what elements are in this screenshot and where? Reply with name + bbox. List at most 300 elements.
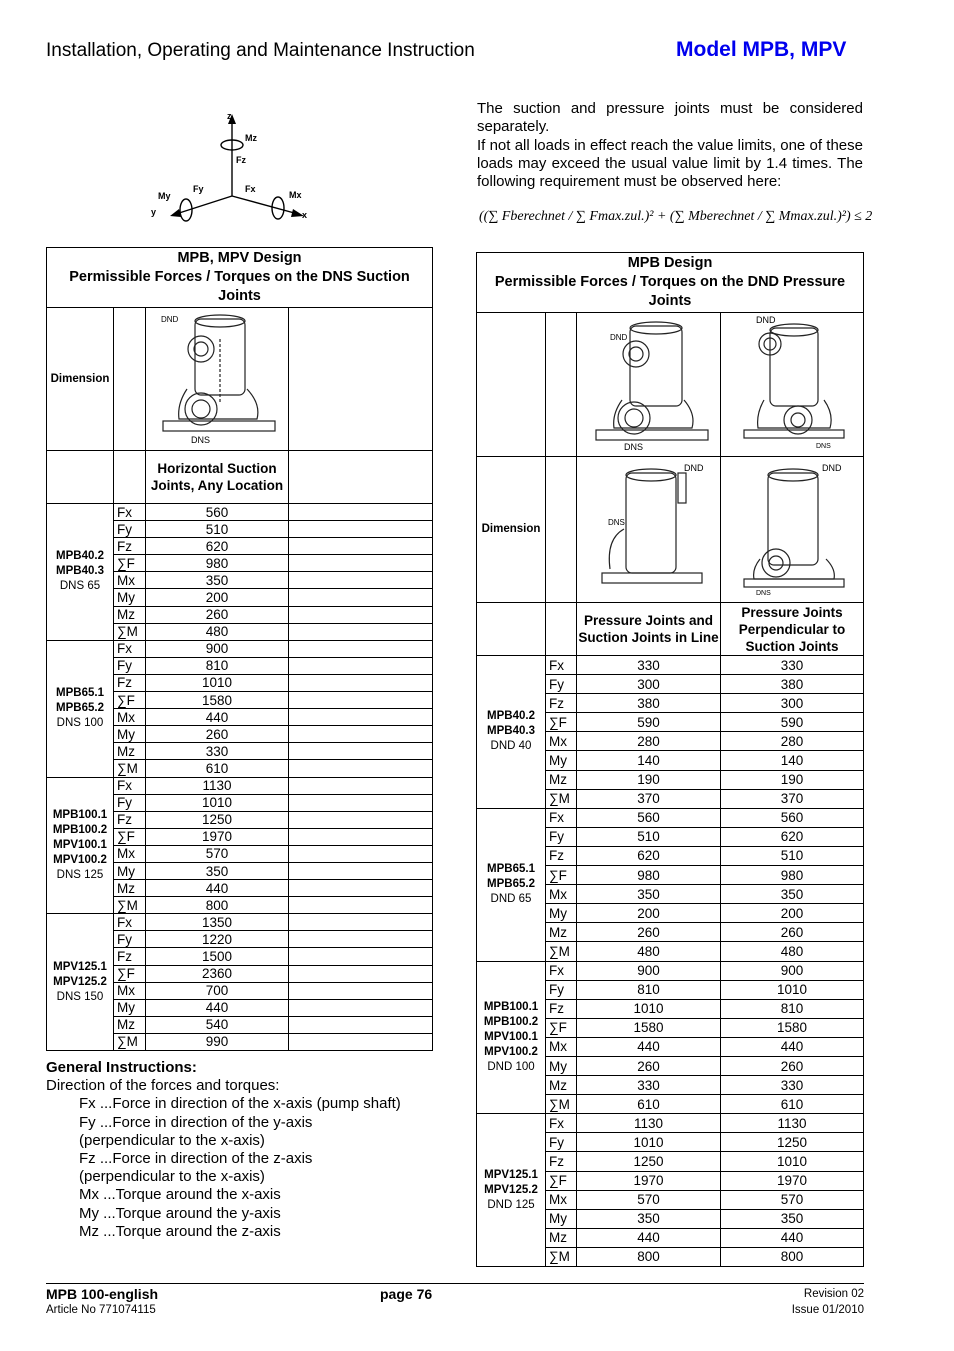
joint-size: DND 65 <box>490 893 532 906</box>
load-value: 200 <box>721 904 864 923</box>
load-label: ∑F <box>114 828 146 845</box>
footer-page: page 76 <box>380 1286 433 1302</box>
empty-cell <box>289 862 433 879</box>
table-row <box>47 504 433 521</box>
axis-label-fx: Fx <box>245 184 256 194</box>
intro-text <box>477 100 863 191</box>
pump-drawing-dns <box>146 308 289 451</box>
pump-drawing-perp-bottom <box>721 457 864 603</box>
load-value: 260 <box>146 726 289 743</box>
load-label: Fx <box>114 640 146 657</box>
pressure-joints-table <box>476 252 864 1267</box>
empty-cell <box>289 794 433 811</box>
general-intro: Direction of the forces and torques: <box>46 1077 280 1095</box>
load-label: Fx <box>114 504 146 521</box>
load-value: 350 <box>146 572 289 589</box>
load-value: 810 <box>577 980 721 999</box>
load-label: Mz <box>546 1228 577 1247</box>
load-label: Fx <box>546 1114 577 1133</box>
load-value: 140 <box>577 751 721 770</box>
load-label: Fy <box>546 1133 577 1152</box>
load-value: 200 <box>146 589 289 606</box>
empty-cell <box>289 692 433 709</box>
intro-paragraph-1: The suction and pressure joints must be considered separately. <box>477 100 863 136</box>
load-label: Mz <box>546 770 577 789</box>
load-label: ∑M <box>114 1033 146 1050</box>
pump-perpendicular-icon <box>730 314 855 452</box>
load-value: 2360 <box>146 965 289 982</box>
load-value: 1010 <box>721 1152 864 1171</box>
load-value: 510 <box>721 846 864 865</box>
load-label: ∑F <box>546 713 577 732</box>
load-value: 350 <box>577 1209 721 1228</box>
load-value: 570 <box>721 1190 864 1209</box>
perp-bottom-dns: DNS <box>755 590 771 597</box>
pump-inline-side-icon <box>586 459 711 597</box>
load-value: 1220 <box>146 931 289 948</box>
load-value: 610 <box>146 760 289 777</box>
pump-group-cell <box>477 656 546 809</box>
pressure-table-title-line1: MPB Design <box>627 255 713 271</box>
axis-label-my: My <box>158 191 171 201</box>
load-value: 1580 <box>146 692 289 709</box>
load-value: 330 <box>721 1076 864 1095</box>
load-value: 1010 <box>146 794 289 811</box>
suction-joints-table <box>46 247 433 1051</box>
load-label: Mz <box>114 1016 146 1033</box>
empty-cell <box>289 948 433 965</box>
load-label: Mz <box>114 880 146 897</box>
pump-model-name: MPB100.1 <box>52 808 108 821</box>
load-value: 1250 <box>721 1133 864 1152</box>
load-label: Fy <box>114 794 146 811</box>
load-label: Mx <box>546 732 577 751</box>
load-value: 560 <box>146 504 289 521</box>
axis-label-y: y <box>151 207 157 217</box>
load-value: 480 <box>146 623 289 640</box>
empty-cell <box>289 606 433 623</box>
load-value: 350 <box>577 885 721 904</box>
axis-label-fy: Fy <box>193 184 204 194</box>
load-value: 900 <box>146 640 289 657</box>
pump-label-dnd: DND <box>161 314 179 324</box>
inline-joints-header: Pressure Joints and Suction Joints in Line <box>577 603 721 656</box>
joint-size: DND 100 <box>487 1060 535 1073</box>
pressure-table-body <box>477 656 864 1267</box>
load-label: Fz <box>114 948 146 965</box>
load-label: ∑M <box>546 789 577 808</box>
empty-cell <box>289 931 433 948</box>
footer-rule <box>46 1283 864 1284</box>
load-label: Mx <box>114 572 146 589</box>
load-value: 260 <box>577 1056 721 1075</box>
load-label: ∑M <box>546 1095 577 1114</box>
horizontal-suction-header: Horizontal Suction Joints, Any Location <box>146 451 289 504</box>
empty-cell <box>289 965 433 982</box>
load-value: 380 <box>577 694 721 713</box>
suction-table-title <box>47 248 433 308</box>
load-value: 540 <box>146 1016 289 1033</box>
load-label: Fz <box>546 999 577 1018</box>
pump-model-name: MPB40.2 <box>487 710 535 723</box>
pump-group-cell <box>47 640 114 777</box>
load-value: 300 <box>577 675 721 694</box>
suction-table-title-line2: Permissible Forces / Torques on the DNS Suction Joints <box>69 269 410 304</box>
pump-drawing-perp-top <box>721 313 864 457</box>
load-value: 380 <box>721 675 864 694</box>
load-value: 990 <box>146 1033 289 1050</box>
pump-model-name: MPV100.2 <box>53 853 107 866</box>
empty-cell <box>289 640 433 657</box>
load-value: 980 <box>146 555 289 572</box>
pump-model-name: MPV125.2 <box>53 975 107 988</box>
dimension-label: Dimension <box>47 308 114 451</box>
load-value: 440 <box>577 1037 721 1056</box>
pump-model-name: MPB40.2 <box>56 550 104 563</box>
load-label: ∑M <box>114 897 146 914</box>
load-label: Mz <box>114 606 146 623</box>
instruction-line: Mz ...Torque around the z-axis <box>79 1222 281 1240</box>
table-row <box>47 640 433 657</box>
load-label: Mz <box>546 923 577 942</box>
axis-label-fz: Fz <box>236 155 246 165</box>
load-value: 800 <box>577 1247 721 1266</box>
load-value: 350 <box>146 862 289 879</box>
load-label: Fz <box>114 538 146 555</box>
joint-size: DNS 150 <box>56 990 104 1003</box>
empty-cell <box>289 726 433 743</box>
empty-cell <box>289 623 433 640</box>
load-value: 570 <box>146 845 289 862</box>
table-row <box>477 808 864 827</box>
load-value: 330 <box>577 1076 721 1095</box>
load-value: 260 <box>721 1056 864 1075</box>
load-value: 810 <box>721 999 864 1018</box>
inline-top-dnd: DND <box>610 333 628 342</box>
empty-cell <box>289 589 433 606</box>
pump-model-name: MPB65.2 <box>487 878 535 891</box>
load-label: Fx <box>546 961 577 980</box>
instruction-line: Fy ...Force in direction of the y-axis <box>79 1113 313 1131</box>
empty-cell <box>289 880 433 897</box>
pump-model-name: MPB100.1 <box>483 1000 539 1013</box>
empty-cell <box>289 914 433 931</box>
load-value: 610 <box>721 1095 864 1114</box>
load-label: Fy <box>114 931 146 948</box>
footer-article: Article No 771074115 <box>46 1304 156 1316</box>
joint-size: DND 40 <box>490 740 532 753</box>
empty-cell <box>289 674 433 691</box>
load-value: 700 <box>146 982 289 999</box>
load-value: 1970 <box>577 1171 721 1190</box>
joint-size: DNS 125 <box>56 868 104 881</box>
load-value: 590 <box>577 713 721 732</box>
load-value: 330 <box>146 743 289 760</box>
pump-model-name: MPB65.1 <box>56 687 104 700</box>
document-title: Installation, Operating and Maintenance Instruction <box>46 40 475 61</box>
load-value: 330 <box>721 656 864 675</box>
load-value: 810 <box>146 657 289 674</box>
table-row <box>477 1114 864 1133</box>
perpendicular-joints-header: Pressure Joints Perpendicular to Suction Joints <box>721 603 864 656</box>
load-label: ∑F <box>546 1171 577 1190</box>
load-label: ∑M <box>114 623 146 640</box>
axis-label-z: z <box>227 111 232 121</box>
load-value: 900 <box>577 961 721 980</box>
load-value: 1350 <box>146 914 289 931</box>
load-label: My <box>114 726 146 743</box>
load-label: Fz <box>114 811 146 828</box>
load-label: Fx <box>546 808 577 827</box>
joint-size: DND 125 <box>487 1198 535 1211</box>
load-label: My <box>546 1209 577 1228</box>
load-label: Fx <box>114 777 146 794</box>
pump-model-name: MPB65.2 <box>56 702 104 715</box>
load-value: 510 <box>577 827 721 846</box>
footer-revision: Revision 02 <box>803 1288 864 1300</box>
load-label: Fy <box>546 980 577 999</box>
pump-group-cell <box>47 914 114 1051</box>
load-value: 1500 <box>146 948 289 965</box>
pump-model-name: MPB100.2 <box>52 823 108 836</box>
load-value: 440 <box>146 709 289 726</box>
pump-model-name: MPB65.1 <box>487 863 535 876</box>
table-row <box>47 777 433 794</box>
empty-cell <box>289 1016 433 1033</box>
load-value: 900 <box>721 961 864 980</box>
load-value: 610 <box>577 1095 721 1114</box>
empty-cell <box>289 657 433 674</box>
empty-cell <box>289 828 433 845</box>
load-value: 370 <box>577 789 721 808</box>
general-heading: General Instructions: <box>46 1059 197 1076</box>
empty-cell <box>289 982 433 999</box>
load-label: Mx <box>546 1037 577 1056</box>
table-row <box>477 656 864 675</box>
pump-group-cell <box>47 504 114 641</box>
load-label: ∑M <box>114 760 146 777</box>
empty-cell <box>289 1033 433 1050</box>
pump-drawing-inline-bottom <box>577 457 721 603</box>
perp-top-dnd: DND <box>755 315 775 325</box>
empty-cell <box>289 845 433 862</box>
load-label: Fy <box>546 675 577 694</box>
axes-diagram <box>148 110 318 222</box>
load-value: 260 <box>721 923 864 942</box>
inline-top-dns: DNS <box>624 442 644 452</box>
empty-cell <box>289 572 433 589</box>
load-value: 440 <box>146 999 289 1016</box>
inline-bottom-dns: DNS <box>608 518 625 527</box>
perp-top-dns: DNS <box>815 443 831 450</box>
pump-model-name: MPB40.3 <box>56 565 104 578</box>
load-value: 190 <box>721 770 864 789</box>
load-label: My <box>546 1056 577 1075</box>
pump-model-name: MPV100.2 <box>484 1045 538 1058</box>
load-value: 190 <box>577 770 721 789</box>
instruction-line: Fx ...Force in direction of the x-axis (pump shaft) <box>79 1095 401 1113</box>
load-value: 370 <box>721 789 864 808</box>
footer-issue: Issue 01/2010 <box>791 1304 864 1316</box>
pump-model-name: MPV125.2 <box>484 1183 538 1196</box>
load-label: Mx <box>114 709 146 726</box>
load-value: 1970 <box>721 1171 864 1190</box>
load-label: My <box>546 751 577 770</box>
load-value: 1580 <box>721 1018 864 1037</box>
suction-table-body <box>47 504 433 1051</box>
joint-size: DNS 65 <box>59 580 101 593</box>
model-title: Model MPB, MPV <box>676 38 847 61</box>
load-value: 1970 <box>146 828 289 845</box>
load-label: Mx <box>114 845 146 862</box>
pump-model-name: MPB100.2 <box>483 1015 539 1028</box>
empty-cell <box>289 504 433 521</box>
load-label: ∑M <box>546 1247 577 1266</box>
load-value: 300 <box>721 694 864 713</box>
pump-label-dns: DNS <box>191 434 211 445</box>
pump-group-cell <box>477 1114 546 1267</box>
load-label: My <box>114 999 146 1016</box>
table-row <box>47 914 433 931</box>
empty-cell <box>289 999 433 1016</box>
instruction-line: Fz ...Force in direction of the z-axis <box>79 1150 313 1168</box>
load-value: 510 <box>146 521 289 538</box>
inline-bottom-dnd: DND <box>684 463 704 473</box>
load-label: Mx <box>114 982 146 999</box>
load-value: 620 <box>577 846 721 865</box>
pressure-dimension-label: Dimension <box>477 457 546 603</box>
load-value: 350 <box>721 1209 864 1228</box>
axis-label-x: x <box>302 210 308 220</box>
load-value: 480 <box>721 942 864 961</box>
load-value: 800 <box>721 1247 864 1266</box>
pump-group-cell <box>477 808 546 961</box>
empty-cell <box>289 538 433 555</box>
load-label: Fx <box>114 914 146 931</box>
load-label: ∑F <box>546 1018 577 1037</box>
pump-perpendicular-side-icon <box>730 459 855 597</box>
pressure-table-title <box>477 253 864 313</box>
load-value: 260 <box>146 606 289 623</box>
load-label: My <box>114 589 146 606</box>
load-label: Fx <box>546 656 577 675</box>
load-value: 200 <box>577 904 721 923</box>
joint-size: DNS 100 <box>56 717 104 730</box>
load-label: My <box>114 862 146 879</box>
load-label: Fy <box>546 827 577 846</box>
axis-label-mz: Mz <box>245 133 257 143</box>
pump-model-name: MPV125.1 <box>484 1168 538 1181</box>
pump-group-cell <box>477 961 546 1114</box>
load-value: 1010 <box>577 999 721 1018</box>
pump-drawing-inline-top <box>577 313 721 457</box>
load-label: Fy <box>114 521 146 538</box>
pump-model-name: MPV125.1 <box>53 960 107 973</box>
axis-label-mx: Mx <box>289 190 302 200</box>
instruction-line: (perpendicular to the x-axis) <box>79 1168 265 1186</box>
load-label: ∑M <box>546 942 577 961</box>
instruction-line: My ...Torque around the y-axis <box>79 1204 281 1222</box>
load-label: My <box>546 904 577 923</box>
general-instructions <box>46 1059 446 1241</box>
empty-cell <box>289 760 433 777</box>
load-label: Mz <box>114 743 146 760</box>
load-value: 1250 <box>146 811 289 828</box>
load-value: 1130 <box>577 1114 721 1133</box>
load-label: ∑F <box>114 555 146 572</box>
load-label: Fz <box>546 694 577 713</box>
load-value: 1010 <box>577 1133 721 1152</box>
load-value: 980 <box>721 866 864 885</box>
load-value: 440 <box>721 1037 864 1056</box>
empty-cell <box>289 897 433 914</box>
load-value: 440 <box>577 1228 721 1247</box>
load-value: 1580 <box>577 1018 721 1037</box>
pump-group-cell <box>47 777 114 914</box>
load-label: Mz <box>546 1076 577 1095</box>
pump-model-name: MPV100.1 <box>484 1030 538 1043</box>
requirement-formula: ((∑ Fberechnet / ∑ Fmax.zul.)² + (∑ Mberechnet / ∑ Mmax.zul.)²) ≤ 2 <box>479 209 873 224</box>
load-label: Fz <box>546 846 577 865</box>
suction-table-title-line1: MPB, MPV Design <box>177 250 302 266</box>
perp-bottom-dnd: DND <box>821 463 841 473</box>
load-value: 800 <box>146 897 289 914</box>
load-value: 560 <box>577 808 721 827</box>
load-value: 620 <box>721 827 864 846</box>
load-value: 1010 <box>721 980 864 999</box>
pump-model-name: MPB40.3 <box>487 725 535 738</box>
load-label: ∑F <box>114 692 146 709</box>
load-value: 590 <box>721 713 864 732</box>
table-row <box>477 961 864 980</box>
load-value: 1130 <box>146 777 289 794</box>
load-value: 440 <box>146 880 289 897</box>
general-lines <box>46 1095 446 1241</box>
empty-cell <box>289 555 433 572</box>
load-label: ∑F <box>546 866 577 885</box>
load-value: 1130 <box>721 1114 864 1133</box>
load-value: 260 <box>577 923 721 942</box>
load-value: 1010 <box>146 674 289 691</box>
load-value: 570 <box>577 1190 721 1209</box>
load-value: 1250 <box>577 1152 721 1171</box>
load-label: Fy <box>114 657 146 674</box>
load-value: 560 <box>721 808 864 827</box>
pump-inline-icon <box>586 314 711 452</box>
load-value: 140 <box>721 751 864 770</box>
load-value: 330 <box>577 656 721 675</box>
load-value: 480 <box>577 942 721 961</box>
load-label: ∑F <box>114 965 146 982</box>
instruction-line: Mx ...Torque around the x-axis <box>79 1186 281 1204</box>
empty-cell <box>289 709 433 726</box>
load-value: 440 <box>721 1228 864 1247</box>
load-label: Fz <box>114 674 146 691</box>
instruction-line: (perpendicular to the x-axis) <box>79 1131 265 1149</box>
pump-model-name: MPV100.1 <box>53 838 107 851</box>
intro-paragraph-2: If not all loads in effect reach the value limits, one of these loads may exceed the usual value limit by 1.4 times. The following requirement must be observed here: <box>477 136 863 191</box>
empty-cell <box>289 521 433 538</box>
load-label: Mx <box>546 1190 577 1209</box>
pressure-table-title-line2: Permissible Forces / Torques on the DND Pressure Joints <box>494 274 846 309</box>
footer-doc: MPB 100-english <box>46 1286 159 1302</box>
empty-cell <box>289 743 433 760</box>
load-value: 980 <box>577 866 721 885</box>
pump-dns-icon <box>157 309 277 447</box>
load-value: 350 <box>721 885 864 904</box>
empty-cell <box>289 777 433 794</box>
load-label: Fz <box>546 1152 577 1171</box>
